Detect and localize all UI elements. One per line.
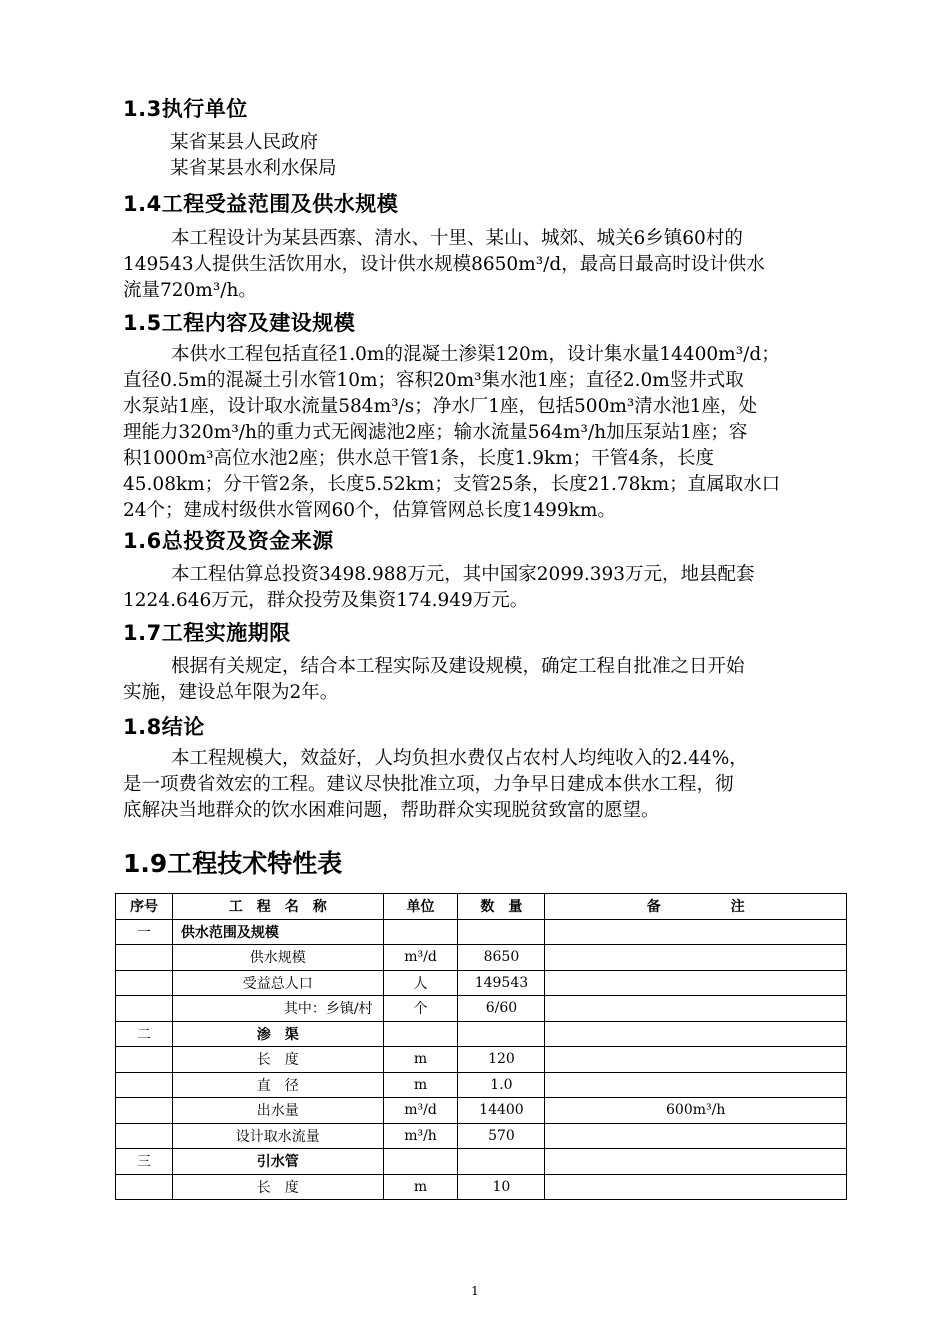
table-cell — [383, 1021, 458, 1047]
table-cell: 渗 渠 — [172, 1021, 383, 1047]
table-row — [116, 1174, 847, 1200]
text-line: 水泵站1座，设计取水流量584m³/s；净水厂1座，包括500m³清水池1座，处 — [123, 396, 758, 417]
table-row — [116, 1149, 847, 1175]
header-cell: 单位 — [383, 894, 458, 920]
table-cell — [116, 1047, 173, 1073]
table-cell — [545, 1021, 847, 1047]
table-cell: m³/h — [383, 1123, 458, 1149]
table-cell — [116, 1098, 173, 1124]
table-cell: 600m³/h — [545, 1098, 847, 1124]
heading-1-4: 1.4工程受益范围及供水规模 — [123, 192, 399, 216]
table-cell: 10 — [458, 1174, 545, 1200]
unit-line: 某省某县水利水保局 — [170, 158, 337, 179]
table-cell: m³/d — [383, 945, 458, 971]
paragraph-1-8 — [123, 746, 848, 824]
table-cell — [116, 1174, 173, 1200]
page-number: 1 — [471, 1284, 479, 1298]
table-cell — [116, 1123, 173, 1149]
table-cell: 570 — [458, 1123, 545, 1149]
table-cell — [545, 970, 847, 996]
text-line: 24个；建成村级供水管网60个，估算管网总长度1499km。 — [123, 500, 616, 521]
table-cell: m — [383, 1174, 458, 1200]
table-cell — [545, 1174, 847, 1200]
table-cell — [545, 1047, 847, 1073]
text-line: 是一项费省效宏的工程。建议尽快批准立项，力争早日建成本供水工程，彻 — [123, 774, 734, 795]
table-cell — [545, 945, 847, 971]
table-cell: 长 度 — [172, 1174, 383, 1200]
text-line: 直径0.5m的混凝土引水管10m；容积20m³集水池1座；直径2.0m竖井式取 — [123, 370, 744, 391]
tech-spec-table — [115, 893, 847, 1200]
table-cell: 14400 — [458, 1098, 545, 1124]
text-line: 理能力320m³/h的重力式无阀滤池2座；输水流量564m³/h加压泵站1座；容 — [123, 422, 748, 443]
table-cell: 120 — [458, 1047, 545, 1073]
table-cell — [545, 1123, 847, 1149]
header-cell: 序号 — [116, 894, 173, 920]
table-cell: 8650 — [458, 945, 545, 971]
table-cell — [383, 919, 458, 945]
table-cell — [383, 1149, 458, 1175]
table-cell: 引水管 — [172, 1149, 383, 1175]
table-row — [116, 1098, 847, 1124]
heading-1-3: 1.3执行单位 — [123, 97, 248, 121]
text-line: 149543人提供生活饮用水，设计供水规模8650m³/d，最高日最高时设计供水 — [123, 254, 765, 275]
table-title: 1.9工程技术特性表 — [123, 849, 343, 878]
header-cell: 工 程 名 称 — [172, 894, 383, 920]
table-cell: m — [383, 1072, 458, 1098]
text-line: 本工程估算总投资3498.988万元，其中国家2099.393万元，地县配套 — [171, 564, 755, 585]
table-cell — [116, 945, 173, 971]
table-cell: 6/60 — [458, 996, 545, 1022]
table-cell — [545, 1072, 847, 1098]
table-row — [116, 945, 847, 971]
table-cell: 设计取水流量 — [172, 1123, 383, 1149]
paragraph-1-5 — [123, 342, 848, 524]
table-cell: 其中：乡镇/村 — [172, 996, 383, 1022]
table-cell: 149543 — [458, 970, 545, 996]
table-cell — [545, 1149, 847, 1175]
table-row — [116, 1123, 847, 1149]
table-row — [116, 1072, 847, 1098]
table-header-row — [116, 894, 847, 920]
table-cell: m — [383, 1047, 458, 1073]
text-line: 本工程设计为某县西寨、清水、十里、某山、城郊、城关6乡镇60村的 — [171, 228, 743, 249]
header-cell: 备 注 — [545, 894, 847, 920]
heading-1-7: 1.7工程实施期限 — [123, 621, 291, 645]
paragraph-1-7 — [123, 654, 848, 706]
table-cell: 三 — [116, 1149, 173, 1175]
text-line: 根据有关规定，结合本工程实际及建设规模，确定工程自批准之日开始 — [171, 656, 745, 677]
heading-1-6: 1.6总投资及资金来源 — [123, 529, 334, 553]
table-cell — [458, 1021, 545, 1047]
paragraph-1-6 — [123, 562, 848, 614]
table-cell: 二 — [116, 1021, 173, 1047]
table-cell — [116, 996, 173, 1022]
text-line: 本工程规模大，效益好，人均负担水费仅占农村人均纯收入的2.44%， — [171, 748, 748, 769]
header-cell: 数 量 — [458, 894, 545, 920]
table-row — [116, 996, 847, 1022]
table-row — [116, 970, 847, 996]
table-row — [116, 919, 847, 945]
table-cell — [116, 970, 173, 996]
table-row — [116, 1021, 847, 1047]
table-cell: 一 — [116, 919, 173, 945]
paragraph-1-4 — [123, 226, 848, 304]
table-cell: 人 — [383, 970, 458, 996]
text-line: 积1000m³高位水池2座；供水总干管1条，长度1.9km；干管4条，长度 — [123, 448, 715, 469]
table-cell: 直 径 — [172, 1072, 383, 1098]
table-cell: 出水量 — [172, 1098, 383, 1124]
text-line: 45.08km；分干管2条，长度5.52km；支管25条，长度21.78km；直属取水口 — [123, 474, 781, 495]
table-cell — [458, 919, 545, 945]
table-cell: 长 度 — [172, 1047, 383, 1073]
table-cell: m³/d — [383, 1098, 458, 1124]
unit-line: 某省某县人民政府 — [170, 132, 319, 153]
text-line: 1224.646万元，群众投劳及集资174.949万元。 — [123, 590, 529, 611]
table-cell: 1.0 — [458, 1072, 545, 1098]
table-row — [116, 1047, 847, 1073]
table-cell — [458, 1149, 545, 1175]
text-line: 底解决当地群众的饮水困难问题，帮助群众实现脱贫致富的愿望。 — [123, 800, 660, 821]
table-cell: 供水范围及规模 — [172, 919, 383, 945]
heading-1-8: 1.8结论 — [123, 715, 205, 739]
table-cell: 供水规模 — [172, 945, 383, 971]
text-line: 本供水工程包括直径1.0m的混凝土渗渠120m，设计集水量14400m³/d； — [171, 344, 780, 365]
table-cell — [545, 996, 847, 1022]
table-cell: 个 — [383, 996, 458, 1022]
table-cell: 受益总人口 — [172, 970, 383, 996]
text-line: 流量720m³/h。 — [123, 280, 257, 301]
text-line: 实施，建设总年限为2年。 — [123, 682, 339, 703]
table-cell — [116, 1072, 173, 1098]
heading-1-5: 1.5工程内容及建设规模 — [123, 311, 356, 335]
table-cell — [545, 919, 847, 945]
